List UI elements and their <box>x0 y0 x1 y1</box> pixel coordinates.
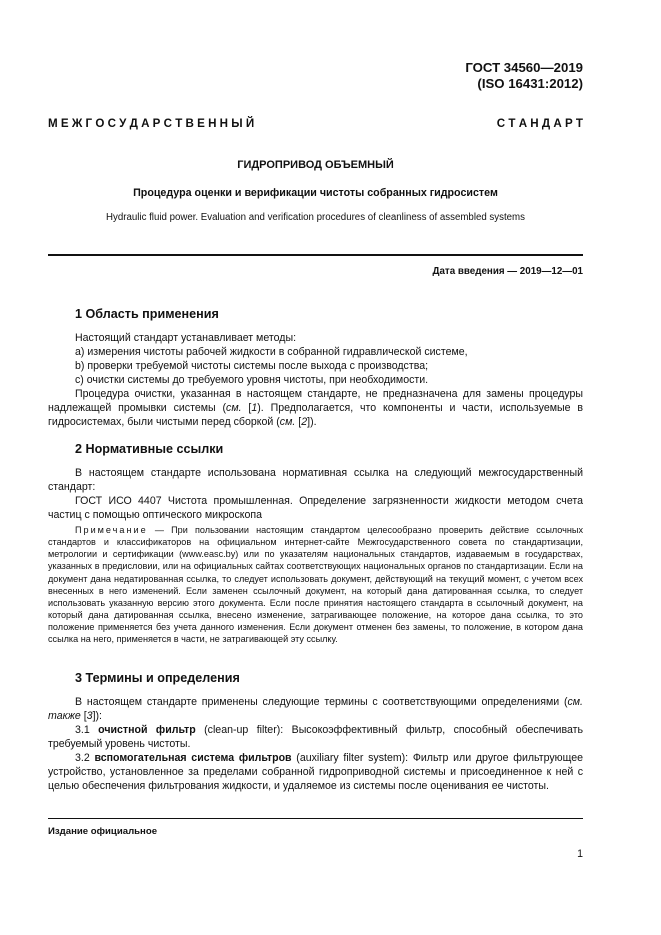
term-3-2: 3.2 вспомогательная система фильтров (auxiliary filter system): Фильтр или другое фильтрующее устройство, установленное за пределами собранной гидроприводной системы и присоединенное к ней с целью обеспечения фильтрования жидкости, и удаляемое из системы после оценивания ее чистоты. <box>48 752 583 792</box>
note-label: Примечание <box>75 525 148 535</box>
introduction-date: Дата введения — 2019—12—01 <box>432 266 583 277</box>
page-number: 1 <box>577 848 583 860</box>
section-2-body <box>48 466 583 522</box>
banner-left: М Е Ж Г О С У Д А Р С Т В Е Н Н Ы Й <box>48 117 255 130</box>
note-text: — При пользовании настоящим стандартом целесообразно проверить действие ссылочных стандартов и классификаторов на официальном интернет-сайте Межгосударственного совета по стандартизации, метрологии и сертификации (www.easc.by) или по указателям национальных стандартов, издаваемым в государствах, указанных в предисловии, или на официальных сайтах соответствующих национальных органов по стандартизации. Если на документ дана недатированная ссылка, то следует использовать документ, действующий на текущий момент, с учетом всех внесенных в него изменений. Если заменен ссылочный документ, на который дана датированная ссылка, то следует использовать указанную версию этого документа. Если после принятия настоящего стандарта в ссылочный документ, на который дана датированная ссылка, внесено изменение, затрагивающее положение, на которое дана ссылка, то это положение применяется без учета данного изменения. Если документ отменен без замены, то положение, в котором дана ссылка на него, применяется в части, не затрагивающей эту ссылку. <box>48 525 583 645</box>
interstate-standard-banner <box>48 117 583 130</box>
section-3-intro: В настоящем стандарте применены следующие термины с соответствующими определениями (см. также [3]): <box>48 696 583 722</box>
section-1-heading: 1 Область применения <box>75 307 219 321</box>
section-3-body <box>48 695 583 793</box>
section-1-intro: Настоящий стандарт устанавливает методы: <box>75 332 297 344</box>
standard-code-block <box>465 60 583 92</box>
section-1-list <box>48 345 583 387</box>
section-2-heading: 2 Нормативные ссылки <box>75 442 224 456</box>
official-edition-label: Издание официальное <box>48 826 158 837</box>
footer-divider <box>48 818 583 819</box>
section-2-intro: В настоящем стандарте использована нормативная ссылка на следующий межгосударственный стандарт: <box>48 467 583 493</box>
banner-right: С Т А Н Д А Р Т <box>496 117 583 130</box>
document-subtitle: Процедура оценки и верификации чистоты собранных гидросистем <box>133 187 498 199</box>
section-3-heading: 3 Термины и определения <box>75 671 240 685</box>
section-1-body <box>48 331 583 429</box>
iso-code: (ISO 16431:2012) <box>477 76 583 91</box>
section-1-cleaning-paragraph: Процедура очистки, указанная в настоящем стандарте, не предназначена для замены процедуры надлежащей промывки системы (см. [1). Предполагается, что компоненты и части, используемые в гидросистемах, были чистыми перед сборкой (см. [2]). <box>48 388 583 428</box>
term-3-1: 3.1 очистной фильтр (clean-up filter): Высокоэффективный фильтр, способный обеспечивать требуемый уровень чистоты. <box>48 724 583 750</box>
note-block <box>48 524 583 646</box>
english-title: Hydraulic fluid power. Evaluation and verification procedures of cleanliness of assembled systems <box>106 212 525 223</box>
standard-code: ГОСТ 34560—2019 <box>465 60 583 75</box>
list-item: а) измерения чистоты рабочей жидкости в собранной гидравлической системе, <box>75 346 468 358</box>
list-item: b) проверки требуемой чистоты системы после выхода с производства; <box>75 360 429 372</box>
normative-reference: ГОСТ ИСО 4407 Чистота промышленная. Определение загрязненности жидкости методом счета частиц с помощью оптического микроскопа <box>48 495 583 521</box>
title-divider <box>48 254 583 256</box>
document-title: ГИДРОПРИВОД ОБЪЕМНЫЙ <box>237 159 394 171</box>
list-item: с) очистки системы до требуемого уровня чистоты, при необходимости. <box>75 374 429 386</box>
